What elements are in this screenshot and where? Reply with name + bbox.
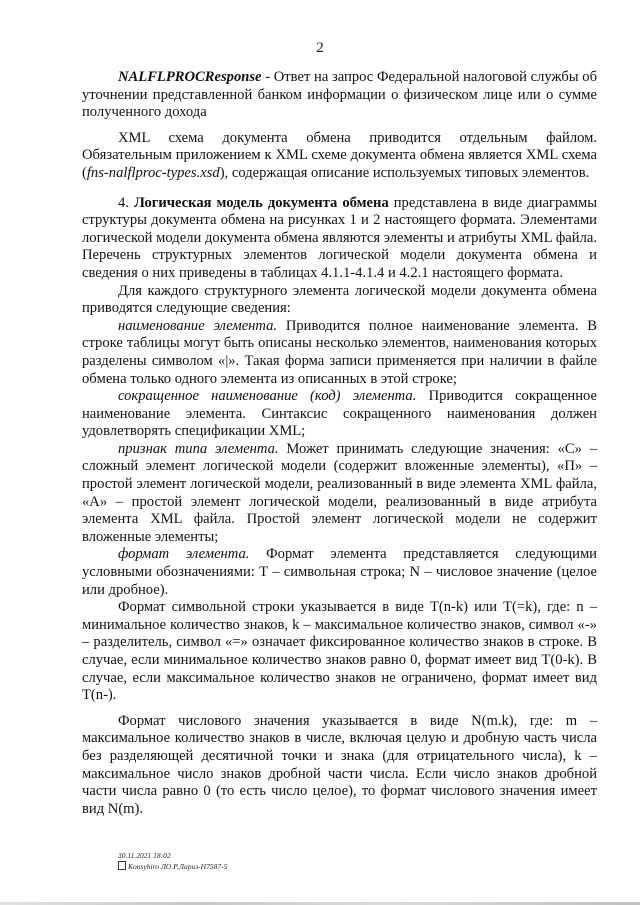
- item-label: наименование элемента.: [118, 317, 278, 334]
- section-number: 4.: [118, 194, 134, 211]
- item-label: формат элемента.: [118, 546, 250, 563]
- item-element-format: [82, 546, 597, 599]
- section-text: представлена в виде диаграммы структуры документа обмена на рисунках 1 и 2 настоящего формата. Элементами логической модели документа обмена являются элементы и атрибуты XML файла. Перечень структурных элементов логической модели документа обмена и сведения о них приведены в таблицах 4.1.1-4.1.4 и 4.2.1 настоящего формата.: [82, 194, 597, 281]
- item-text: Может принимать следующие значения: «С» – сложный элемент логической модели (содержит вложенные элементы), «П» – простой элемент логической модели, реализованный в виде элемента XML файла, «А» – простой элемент логической модели, реализованный в виде атрибута элемента XML файла. Простой элемент логической модели не содержит вложенные элементы;: [82, 440, 597, 545]
- response-term: NALFLPROCResponse: [118, 69, 262, 85]
- xml-schema-paragraph: [82, 130, 597, 183]
- xml-schema-text-1: XML схема документа обмена приводится отдельным файлом. Обязательным приложением к XML схеме документа обмена является XML схема (: [82, 129, 597, 181]
- item-element-type: [82, 441, 597, 547]
- list-intro: Для каждого структурного элемента логической модели документа обмена приводятся следующие сведения:: [82, 282, 597, 317]
- format-number-paragraph: Формат числового значения указывается в виде N(m.k), где: m – максимальное количество знаков в числе, включая целую и дробную часть числа без разделяющей десятичной точки и знака (для отрицательного числа), k – максимальное число знаков дробной части числа. Если число знаков дробной части числа равно 0 (то есть число целое), то формат числового значения имеет вид N(m).: [82, 712, 597, 817]
- document-body: [82, 69, 597, 818]
- section-title: Логическая модель документа обмена: [133, 194, 389, 211]
- xml-schema-text-2: ), содержащая описание используемых типовых элементов.: [219, 164, 590, 181]
- intro-paragraph: [82, 69, 597, 122]
- item-text: Приводится сокращенное наименование элемента. Синтаксис сокращенного наименования должен удовлетворять спецификации XML;: [82, 388, 597, 440]
- item-label: признак типа элемента.: [118, 440, 279, 457]
- section-4-paragraph: [82, 195, 597, 283]
- item-text: Формат элемента представляется следующими условными обозначениями: Т – символьная строка; N – числовое значение (целое или дробное).: [82, 546, 597, 598]
- footer-date: 30.11.2021 18:02: [118, 851, 171, 860]
- footer-reference: Konsyhiro ЛО.Р.Лаpиз-H7587-5: [128, 861, 228, 871]
- intro-text: - Ответ на запрос Федеральной налоговой службы об уточнении представленной банком информации о физическом лице или о сумме полученного дохода: [82, 69, 597, 121]
- page-number: 2: [316, 40, 324, 56]
- schema-filename: fns-nalflproc-types.xsd: [86, 164, 220, 181]
- item-label: сокращенное наименование (код) элемента.: [118, 388, 417, 405]
- item-text: Приводится полное наименование элемента. В строке таблицы могут быть описаны несколько элементов, наименования которых разделены символом «|». Такая форма записи применяется при наличии в файле обмена только одного элемента из описанных в этой строке;: [82, 317, 597, 387]
- document-footer: [118, 851, 227, 871]
- item-element-name: [82, 318, 597, 388]
- document-icon: [118, 861, 126, 870]
- format-string-paragraph: Формат символьной строки указывается в виде T(n-k) или T(=k), где: n – минимальное количество знаков, k – максимальное количество знаков, символ «-» – разделитель, символ «=» означает фиксированное количество знаков в строке. В случае, если минимальное количество знаков равно 0, формат имеет вид T(0-k). В случае, если максимальное количество знаков не ограничено, формат имеет вид T(n-).: [82, 599, 597, 704]
- item-element-code: [82, 388, 597, 441]
- footer-line: [118, 861, 227, 872]
